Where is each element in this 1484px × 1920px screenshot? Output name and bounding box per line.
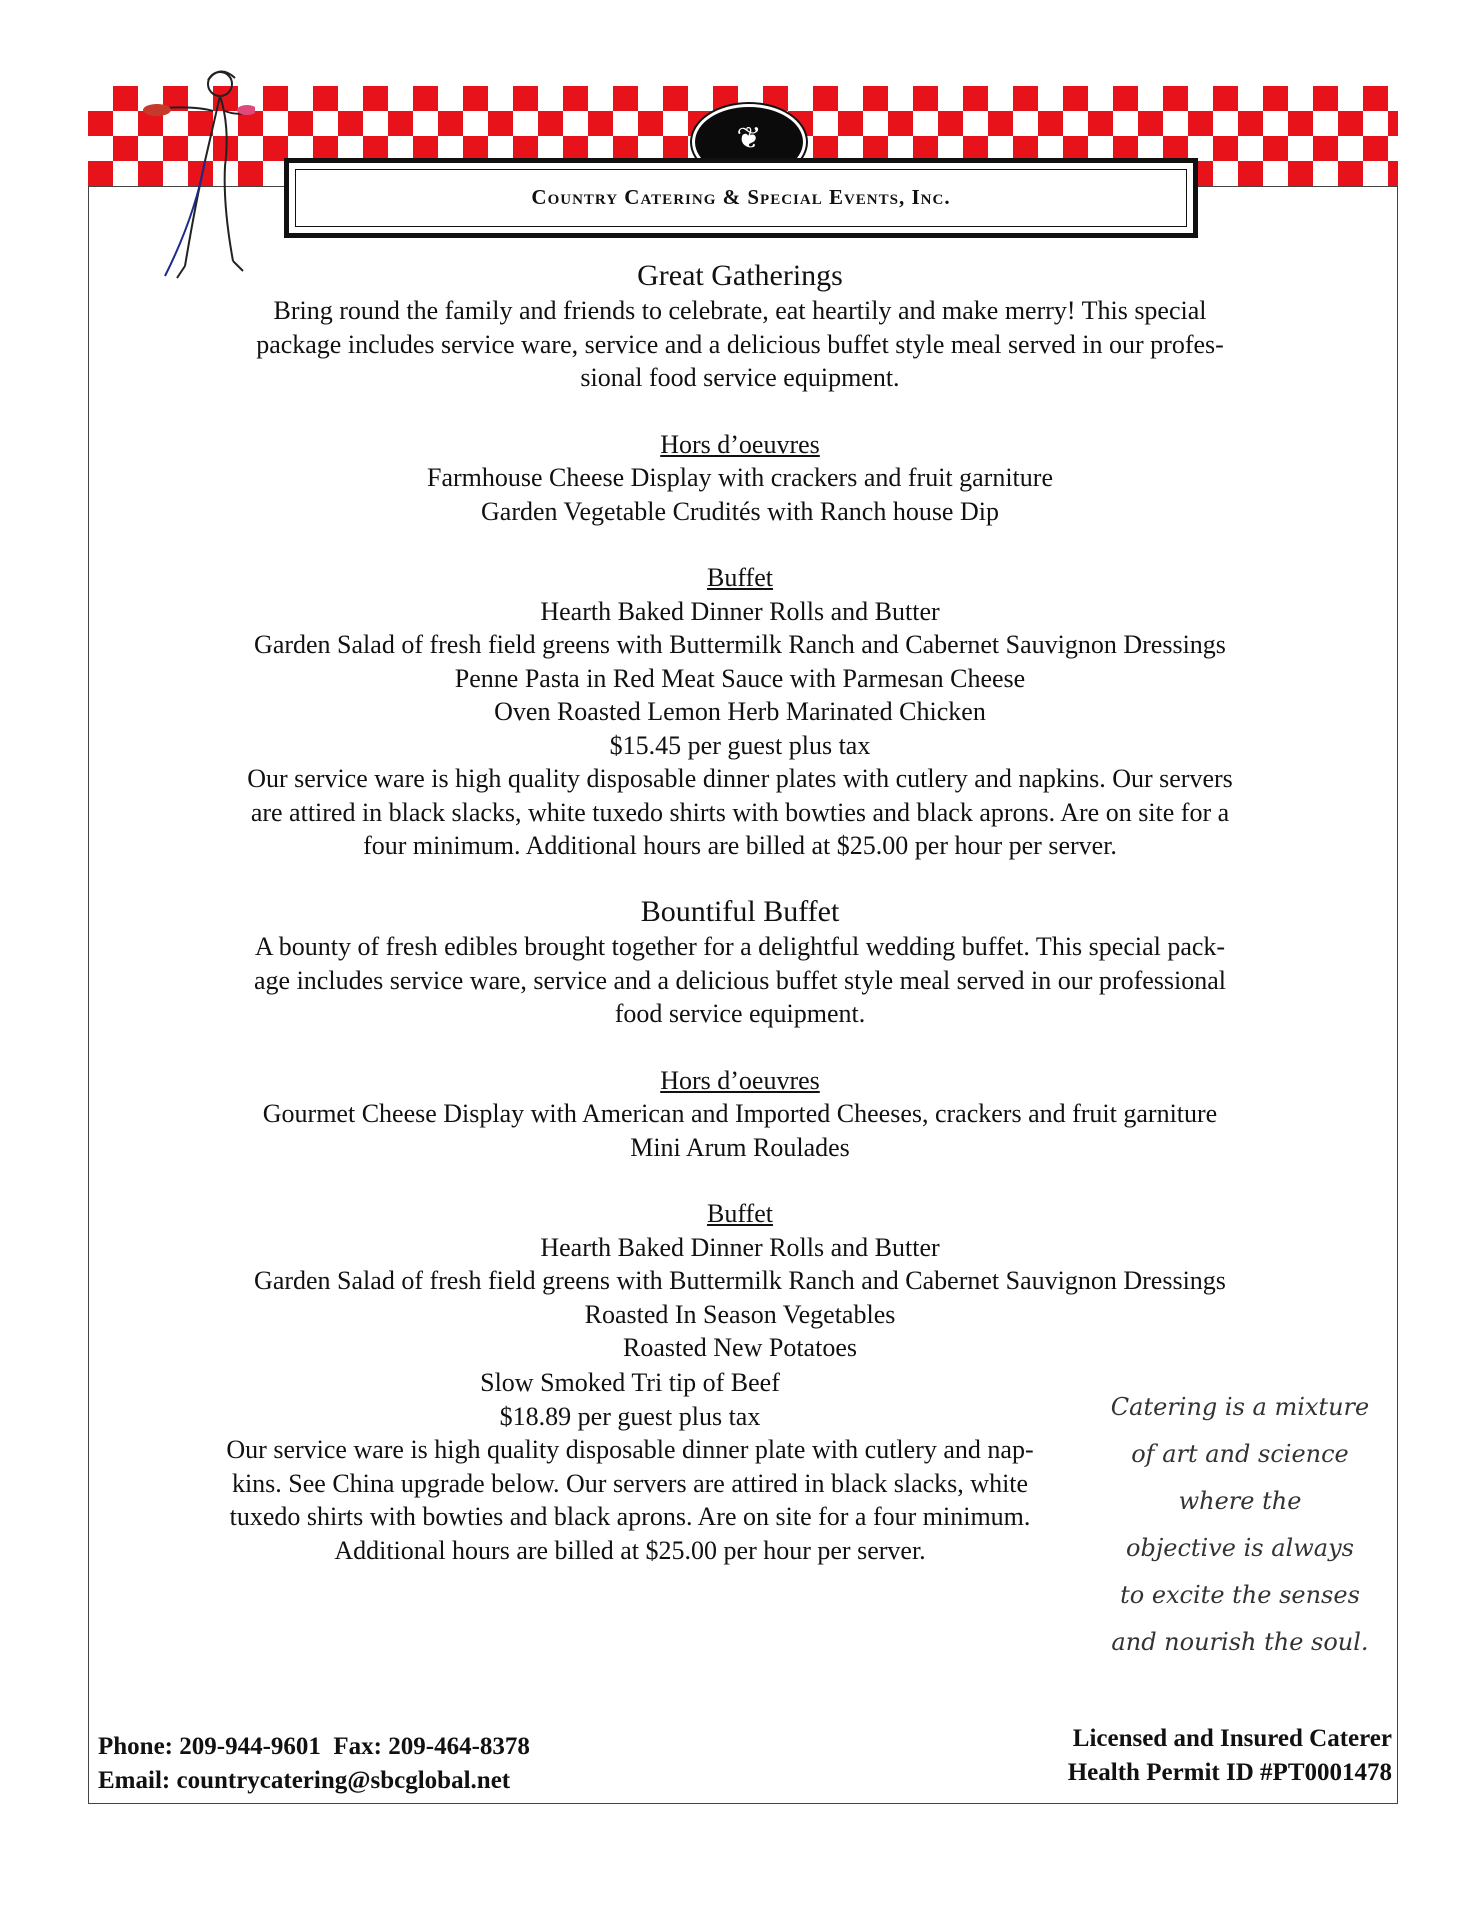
company-title-box bbox=[284, 158, 1198, 238]
service-note-line: tuxedo shirts with bowties and black aprons. Are on site for a four minimum. bbox=[229, 1502, 1031, 1531]
intro-line: Bring round the family and friends to celebrate, eat heartily and make merry! This special bbox=[273, 296, 1207, 325]
quote-line: to excite the senses bbox=[1120, 1581, 1360, 1609]
section-title: Bountiful Buffet bbox=[640, 895, 840, 928]
service-note-line: kins. See China upgrade below. Our servers are attired in black slacks, white bbox=[231, 1468, 1029, 1498]
service-note-line: Our service ware is high quality disposable dinner plates with cutlery and napkins. Our servers bbox=[247, 764, 1233, 793]
leaf-emblem-icon: ❦ bbox=[692, 104, 806, 180]
buffet-heading: Buffet bbox=[707, 1199, 773, 1228]
menu-item: Hearth Baked Dinner Rolls and Butter bbox=[540, 596, 940, 626]
license-line: Licensed and Insured Caterer bbox=[1072, 1725, 1392, 1752]
bountiful-buffet-lower bbox=[170, 1366, 1090, 1567]
menu-item: Slow Smoked Tri tip of Beef bbox=[480, 1368, 780, 1397]
quote-line: where the bbox=[1178, 1487, 1302, 1515]
menu-item: Hearth Baked Dinner Rolls and Butter bbox=[540, 1232, 940, 1262]
health-permit-line: Health Permit ID #PT0001478 bbox=[1067, 1759, 1392, 1786]
price: $15.45 per guest plus tax bbox=[609, 730, 871, 760]
menu-item: Penne Pasta in Red Meat Sauce with Parmesan Cheese bbox=[454, 663, 1026, 693]
intro-line: A bounty of fresh edibles brought together for a delightful wedding buffet. This special pack- bbox=[254, 932, 1226, 961]
menu-item: Garden Salad of fresh field greens with Buttermilk Ranch and Cabernet Sauvignon Dressings bbox=[254, 1266, 1226, 1295]
buffet-heading: Buffet bbox=[707, 563, 773, 592]
quote-line: objective is always bbox=[1126, 1534, 1354, 1562]
menu-item: Garden Salad of fresh field greens with Buttermilk Ranch and Cabernet Sauvignon Dressings bbox=[254, 630, 1226, 659]
quote-line: Catering is a mixture bbox=[1110, 1393, 1370, 1421]
great-gatherings-section bbox=[170, 258, 1310, 863]
menu-item: Oven Roasted Lemon Herb Marinated Chicken bbox=[494, 697, 986, 726]
menu-item: Gourmet Cheese Display with American and Imported Cheeses, crackers and fruit garniture bbox=[262, 1099, 1218, 1128]
hors-doeuvres-heading: Hors d’oeuvres bbox=[660, 429, 820, 459]
hors-doeuvres-heading: Hors d’oeuvres bbox=[660, 1065, 820, 1095]
phone-fax-line: Phone: 209-944-9601 Fax: 209-464-8378 bbox=[98, 1733, 530, 1760]
intro-line: food service equipment. bbox=[614, 999, 866, 1028]
intro-line: package includes service ware, service and a delicious buffet style meal served in our profes- bbox=[256, 329, 1224, 359]
quote-line: and nourish the soul. bbox=[1111, 1628, 1369, 1656]
quote-line: of art and science bbox=[1131, 1440, 1349, 1468]
intro-line: age includes service ware, service and a delicious buffet style meal served in our professional bbox=[254, 965, 1226, 995]
menu-item: Garden Vegetable Crudités with Ranch house Dip bbox=[481, 496, 999, 526]
catering-quote bbox=[1090, 1384, 1390, 1666]
license-info bbox=[1068, 1722, 1392, 1790]
contact-info bbox=[98, 1730, 530, 1798]
service-note-line: are attired in black slacks, white tuxedo shirts with bowties and black aprons. Are on site for a bbox=[250, 797, 1230, 827]
menu-item: Mini Arum Roulades bbox=[630, 1132, 850, 1162]
intro-line: sional food service equipment. bbox=[580, 363, 900, 392]
service-note-line: Our service ware is high quality disposable dinner plate with cutlery and nap- bbox=[226, 1435, 1034, 1464]
section-title: Great Gatherings bbox=[637, 259, 843, 292]
service-note-line: four minimum. Additional hours are billed at $25.00 per hour per server. bbox=[363, 831, 1117, 860]
menu-item: Farmhouse Cheese Display with crackers and fruit garniture bbox=[427, 463, 1053, 492]
chef-illustration bbox=[125, 66, 255, 286]
bountiful-buffet-section bbox=[170, 894, 1310, 1365]
company-name: Country Catering & Special Events, Inc. bbox=[531, 185, 951, 209]
menu-item: Roasted In Season Vegetables bbox=[584, 1299, 896, 1329]
email-line: Email: countrycatering@sbcglobal.net bbox=[98, 1767, 511, 1794]
service-note-line: Additional hours are billed at $25.00 per hour per server. bbox=[334, 1535, 926, 1565]
price: $18.89 per guest plus tax bbox=[499, 1401, 761, 1431]
menu-item: Roasted New Potatoes bbox=[623, 1333, 857, 1362]
